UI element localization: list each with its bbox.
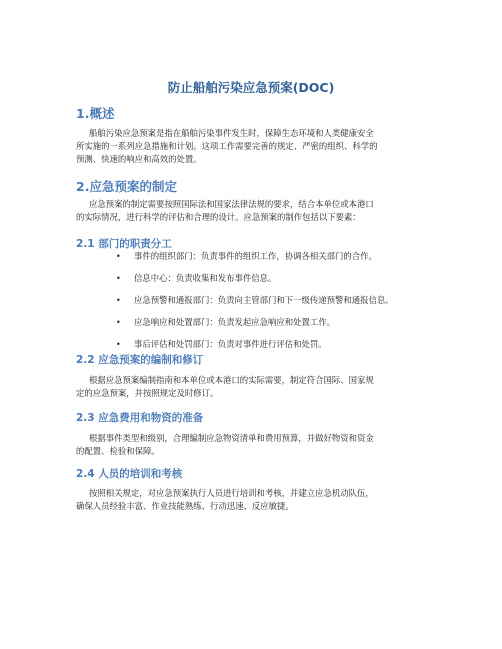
bullet-icon: • — [116, 274, 121, 283]
section-paragraph-plan-formulation — [76, 198, 436, 224]
paragraph-line: 应急预案的制定需要按照国际法和国家法律法规的要求，结合本单位或本港口 — [89, 199, 374, 209]
subsection-paragraph-funds-materials — [76, 432, 436, 458]
bullet-icon: • — [116, 340, 121, 349]
paragraph-line: 根据应急预案编制指南和本单位或本港口的实际需要，制定符合国际、国家规 — [89, 375, 374, 385]
list-item — [76, 250, 456, 272]
bullet-icon: • — [116, 296, 121, 305]
responsibilities-list — [76, 250, 456, 360]
paragraph-line: 的实际情况，进行科学的评估和合理的设计。应急预案的制作包括以下要素： — [76, 212, 361, 222]
list-item-text: 事后评估和处罚部门：负责对事件进行评估和处罚。 — [134, 339, 327, 349]
list-item — [76, 316, 456, 338]
bullet-icon: • — [116, 252, 121, 261]
subsection-heading-responsibilities: 2.1 部门的职责分工 — [76, 238, 172, 250]
subsection-heading-training: 2.4 人员的培训和考核 — [76, 468, 183, 480]
bullet-icon: • — [116, 318, 121, 327]
list-item-text: 应急预警和通报部门：负责向主管部门和下一级传递预警和通报信息。 — [134, 295, 394, 305]
subsection-paragraph-compilation — [76, 374, 436, 400]
list-item-text: 应急响应和处置部门：负责发起应急响应和处置工作。 — [134, 317, 335, 327]
list-item — [76, 294, 456, 316]
subsection-heading-compilation: 2.2 应急预案的编制和修订 — [76, 354, 204, 366]
list-item-text: 信息中心：负责收集和发布事件信息。 — [134, 273, 277, 283]
document-title: 防止船舶污染应急预案(DOC) — [167, 80, 335, 95]
section-heading-plan-formulation: 2.应急预案的制定 — [76, 179, 177, 194]
paragraph-line: 确保人员经验丰富、作业技能熟练、行动迅速、反应敏捷。 — [76, 501, 294, 511]
paragraph-line: 船舶污染应急预案是指在船舶污染事件发生时，保障生态环境和人类健康安全 — [89, 128, 374, 138]
paragraph-line: 的配置、检验和保障。 — [76, 446, 160, 456]
paragraph-line: 定的应急预案，并按照规定及时修订。 — [76, 388, 219, 398]
paragraph-line: 所实施的一系列应急措施和计划。这项工作需要完善的规定、严密的组织、科学的 — [76, 141, 378, 151]
list-item-text: 事件的组织部门：负责事件的组织工作，协调各相关部门的合作。 — [134, 251, 377, 261]
subsection-paragraph-training — [76, 487, 436, 513]
section-heading-overview: 1.概述 — [76, 106, 115, 121]
section-paragraph-overview — [76, 127, 436, 166]
paragraph-line: 预测、快速的响应和高效的处置。 — [76, 154, 202, 164]
list-item — [76, 272, 456, 294]
paragraph-line: 按照相关规定，对应急预案执行人员进行培训和考核，并建立应急机动队伍， — [89, 488, 374, 498]
paragraph-line: 根据事件类型和级别，合理编制应急物资清单和费用预算，并做好物资和资金 — [89, 433, 374, 443]
subsection-heading-funds-materials: 2.3 应急费用和物资的准备 — [76, 412, 204, 424]
